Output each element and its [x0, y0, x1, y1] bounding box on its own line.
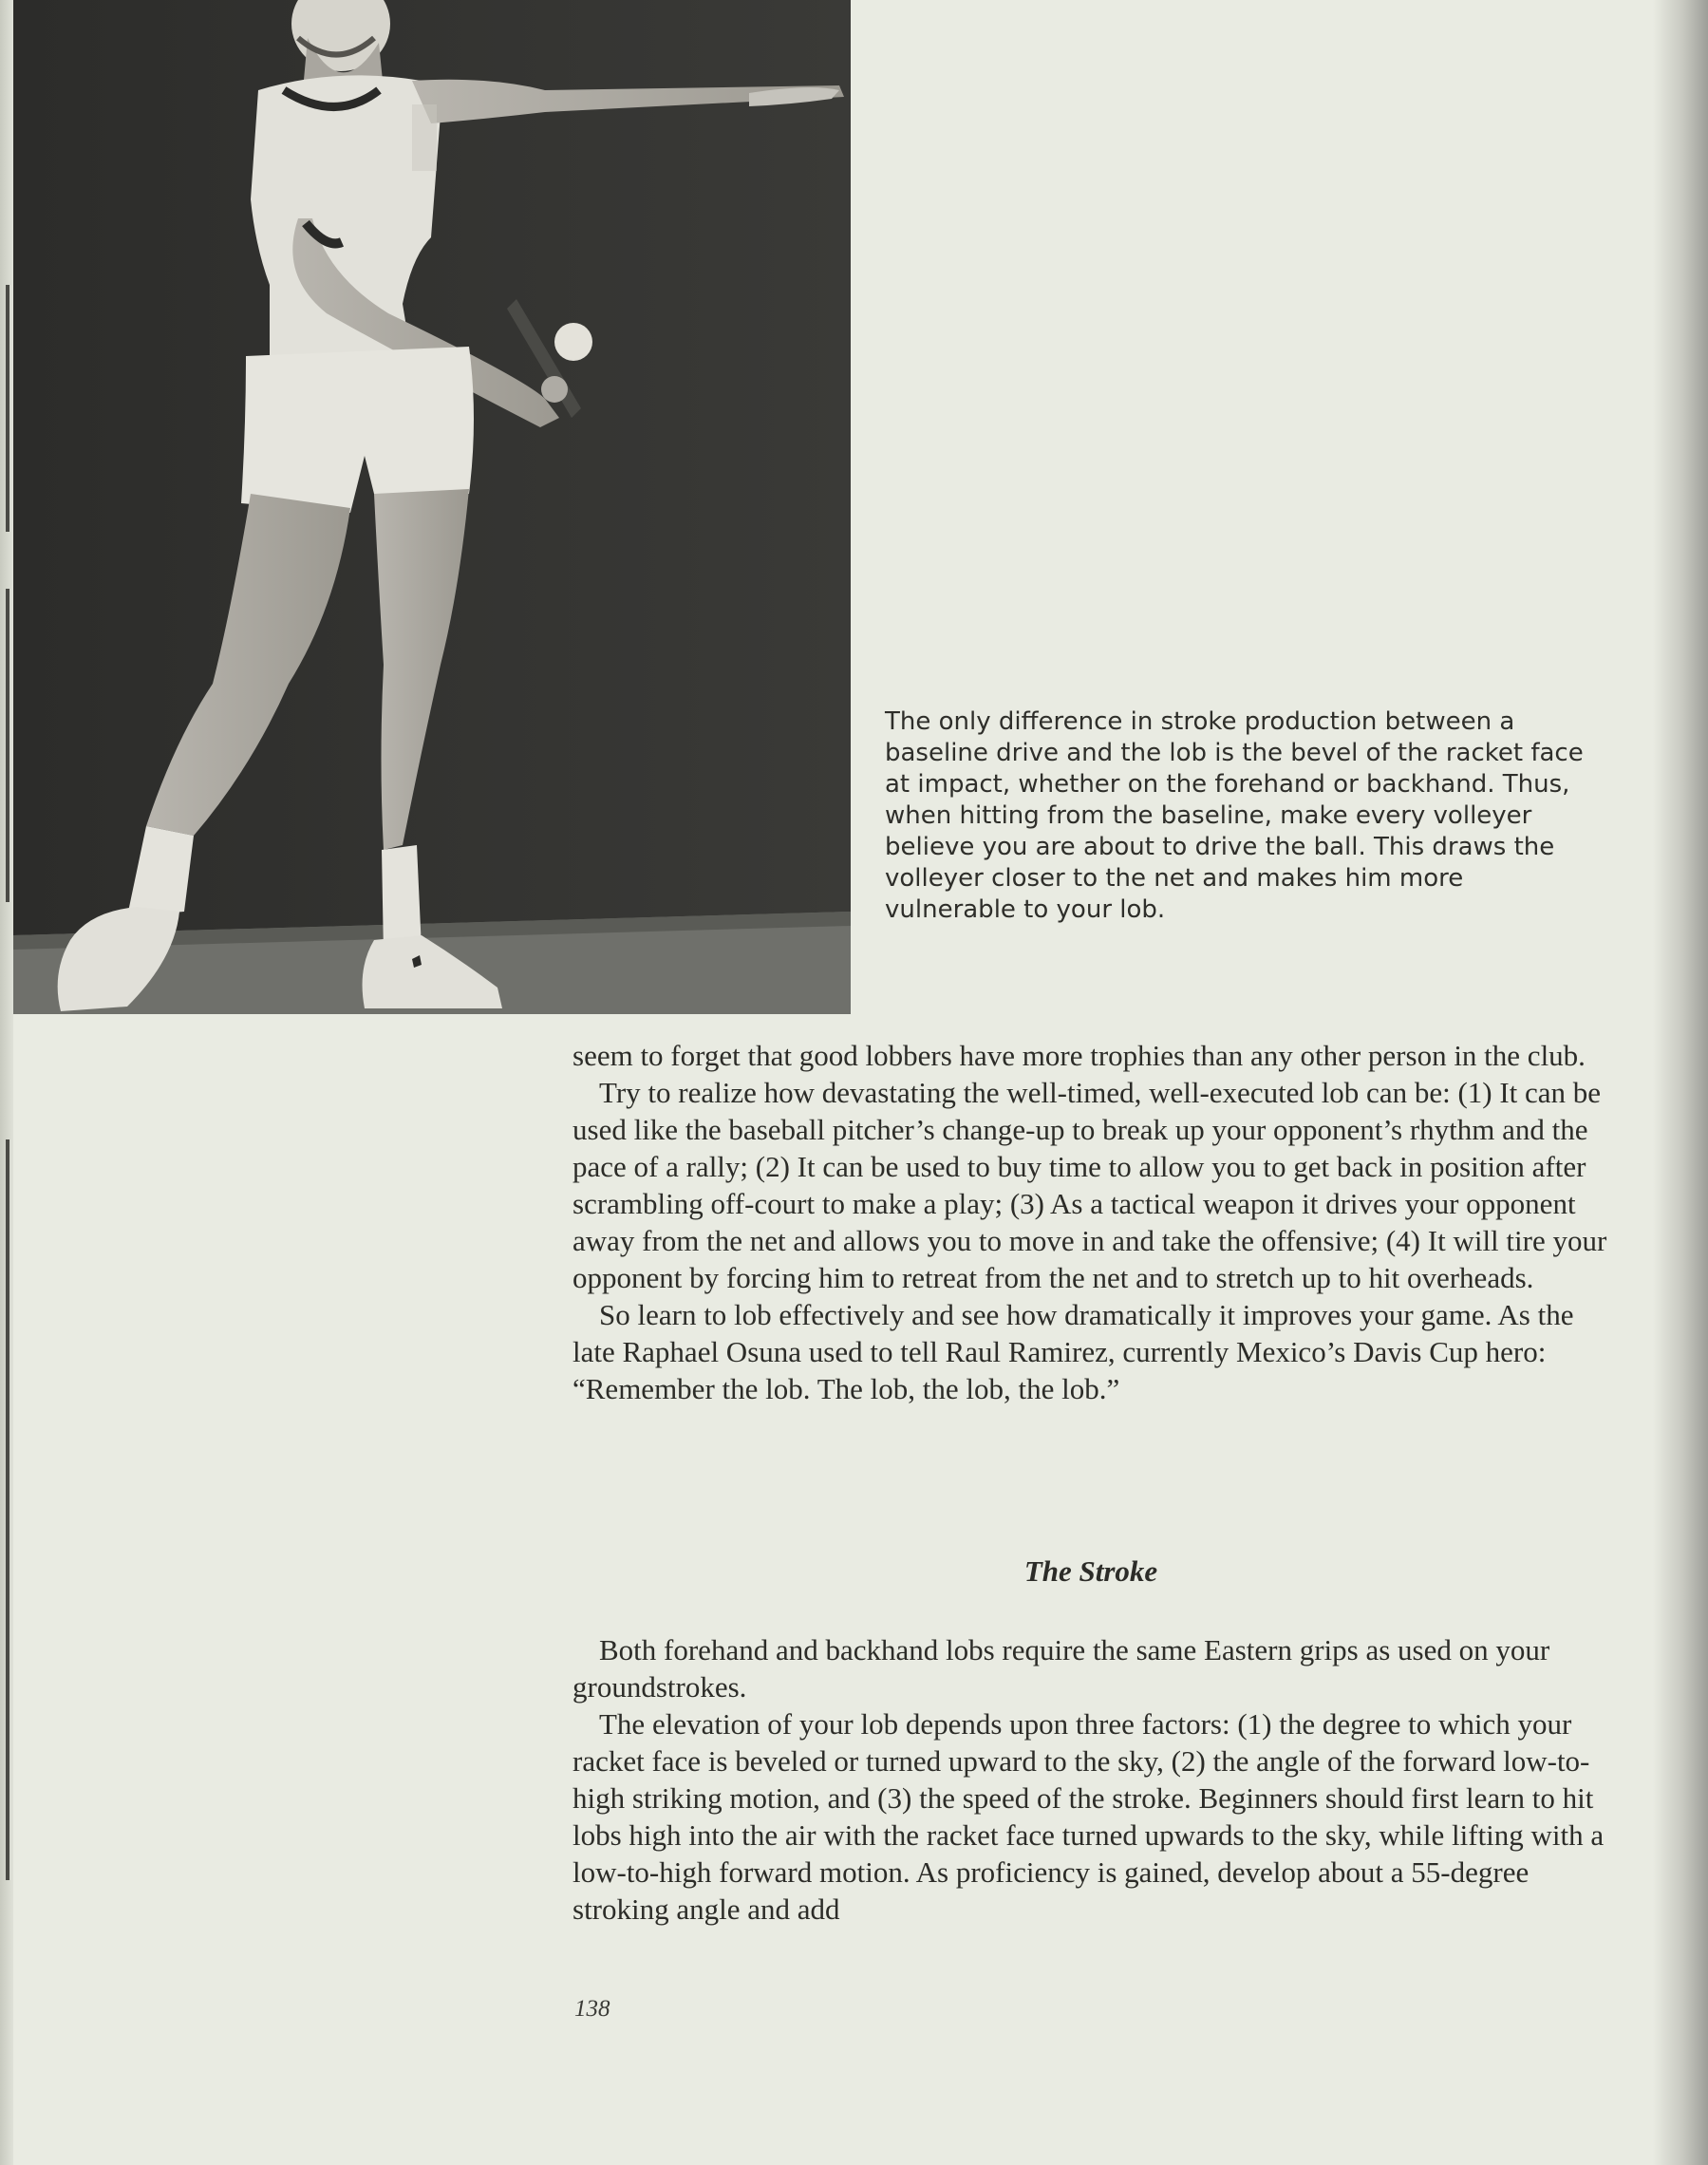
paragraph: Try to realize how devastating the well-timed, well-executed lob can be: (1) It can be used like the baseball pitcher’s change-up to break up your opponent’s rhythm and the pace of a rally; (2) It can be used to buy time to allow you to get back in position after scrambling off-court to make a play; (3) As a tactical weapon it drives your opponent away from the net and allows you to move in and take the offensive; (4) It will tire your opponent by forcing him to retreat from the net and to stretch up to hit overheads. — [572, 1076, 1607, 1294]
section-body-text — [572, 1631, 1609, 1928]
photo-caption — [885, 706, 1587, 926]
paragraph: Both forehand and backhand lobs require the same Eastern grips as used on your groundstrokes. — [572, 1633, 1550, 1704]
paragraph: So learn to lob effectively and see how dramatically it improves your game. As the late Raphael Osuna used to tell Raul Ramirez, currently Mexico’s Davis Cup hero: “Remember the lob. The lob, the lob, the lob.” — [572, 1298, 1574, 1405]
body-text — [572, 1037, 1609, 1407]
section-heading: The Stroke — [1023, 1554, 1158, 1588]
page-binding-edge — [0, 0, 13, 2165]
caption-text: The only difference in stroke production between a baseline drive and the lob is the bevel of the racket face at impact, whether on the forehand or backhand. Thus, when hitting from the baseline, make every volleyer believe you are about to drive the ball. This draws the volleyer closer to the net and makes him more vulnerable to your lob. — [885, 707, 1584, 924]
paragraph: seem to forget that good lobbers have more trophies than any other person in the club. — [572, 1039, 1586, 1072]
page-gutter-shadow — [1653, 0, 1708, 2165]
page-number: 138 — [574, 1996, 610, 2022]
tennis-player-photo — [13, 0, 851, 1014]
paragraph: The elevation of your lob depends upon three factors: (1) the degree to which your racket face is beveled or turned upward to the sky, (2) the angle of the forward low-to-high striking motion, and (3) the speed of the stroke. Beginners should first learn to hit lobs high into the air with the racket face turned upwards to the sky, while lifting with a low-to-high forward motion. As proficiency is gained, develop about a 55-degree stroking angle and add — [572, 1707, 1605, 1926]
